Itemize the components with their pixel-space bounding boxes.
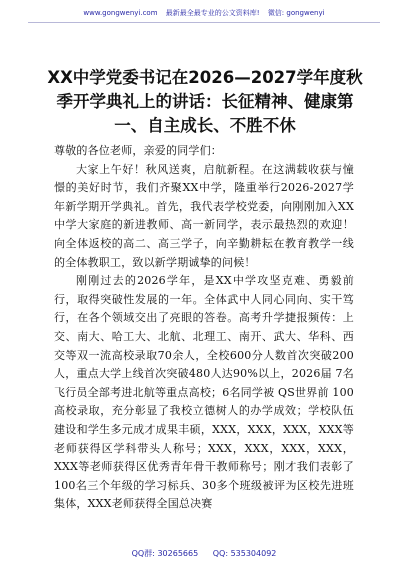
- body-paragraph-1: 大家上午好！秋风送爽，启航新程。在这满载收获与憧憬的美好时节，我们齐聚XX中学，隆重举行2026-2027学年新学期开学典礼。首先，我代表学校党委，向刚刚加入XX中学大家庭的新进教师、高一新同学，表示最热烈的欢迎！向全体返校的高二、高三学子，向辛勤耕耘在教育教学一线的全体教职工，致以新学期诚挚的问候！: [54, 162, 354, 269]
- document-title: XX中学党委书记在2026—2027学年度秋季开学典礼上的讲话：长征精神、健康第一、自主成长、不胜不休: [47, 68, 363, 135]
- footer-contact: [0, 548, 408, 559]
- qq-number: QQ: 535304092: [212, 549, 277, 558]
- salutation: 尊敬的各位老师，亲爱的同学们：: [54, 144, 222, 157]
- header-banner: [0, 8, 408, 18]
- wechat-id: 微信: gongwenyi: [267, 9, 325, 17]
- site-url-link[interactable]: www.gongwenyi.com: [83, 9, 158, 17]
- qq-group: QQ群: 30265665: [131, 549, 199, 558]
- document-body: [54, 142, 354, 514]
- body-paragraph-2: 刚刚过去的2026学年，是XX中学攻坚克难、勇毅前行，取得突破性发展的一年。全体武中人同心同向、实干笃行，在各个领域交出了亮眼的答卷。高考升学捷报频传：上交、南大、哈工大、北航、北理工、南开、武大、华科、西交等双一流高校录取70余人，全校600分人数首次突破200人，重点大学上线首次突破480人达90%以上，2026届 7名飞行员全部考进北航等重点高校；6名同学被 QS世界前 100高校录取，充分彰显了我校立德树人的办学成效；学校队伍建设和学生多元成才成果丰硕，XXX，XXX，XXX，XXX等老师获得区学科带头人称号；XXX，XXX，XXX，XXX，XXX等老师获得区优秀青年骨干教师称号；刚才我们表彰了100名三个年级的学习标兵、30多个班级被评为区校先进班集体，XXX老师获得全国总决赛: [54, 274, 354, 511]
- site-tagline: 最新最全最专业的公文资料库!: [165, 9, 260, 17]
- header-divider: [28, 22, 380, 23]
